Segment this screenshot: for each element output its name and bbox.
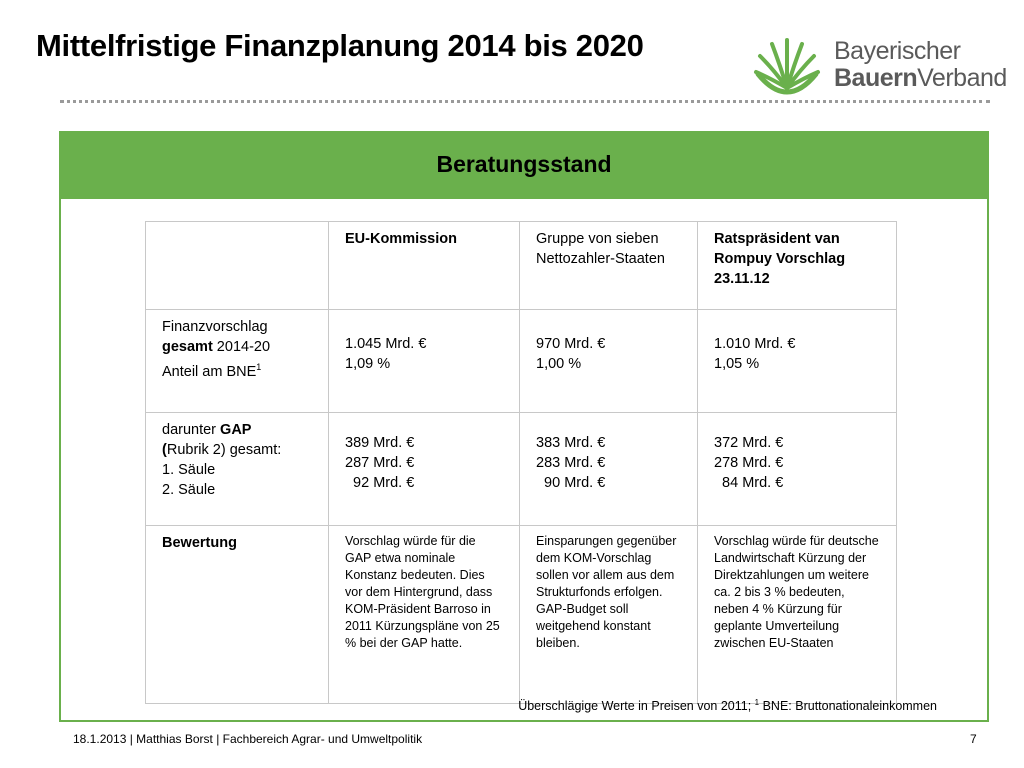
table-header-row bbox=[146, 222, 897, 310]
footnote-text: Überschlägige Werte in Preisen von 2011; bbox=[518, 699, 755, 714]
logo-line2 bbox=[834, 64, 1007, 93]
amount: 283 Mrd. € bbox=[536, 455, 606, 471]
amount: 92 Mrd. € bbox=[345, 475, 415, 491]
header-eu-commission: EU-Kommission bbox=[329, 222, 520, 310]
cell-eu-gap bbox=[329, 413, 520, 526]
row-label-gap bbox=[146, 413, 329, 526]
logo-bold: Bauern bbox=[834, 64, 918, 92]
footnote-marker: 1 bbox=[754, 698, 760, 707]
table-row bbox=[146, 526, 897, 704]
bbv-logo bbox=[752, 30, 1007, 102]
row-label-total bbox=[146, 310, 329, 413]
share: 1,05 % bbox=[714, 356, 760, 372]
wheat-sheaf-icon bbox=[752, 30, 822, 100]
cell-rompuy-evaluation: Vorschlag würde für deutsche Landwirtschaft Kürzung der Direktzahlungen um weitere ca. 2 bis 3 % bedeuten, neben 4 % Kürzung für geplante Umverteilung zwischen EU-Staaten bbox=[698, 526, 897, 704]
header-net-payers: Gruppe von sieben Nettozahler-Staaten bbox=[520, 222, 698, 310]
footnote bbox=[518, 698, 937, 713]
amount: 372 Mrd. € bbox=[714, 435, 784, 451]
amount: 1.045 Mrd. € bbox=[345, 336, 427, 352]
cell-group-total bbox=[520, 310, 698, 413]
cell-eu-evaluation: Vorschlag würde für die GAP etwa nominale Konstanz bedeuten. Dies vor dem Hintergrund, dass KOM-Präsident Barroso in 2011 Kürzungspläne von 25 % bei der GAP hatte. bbox=[329, 526, 520, 704]
page-number: 7 bbox=[970, 732, 977, 746]
row-label-evaluation: Bewertung bbox=[146, 526, 329, 704]
banner-title: Beratungsstand bbox=[436, 151, 612, 177]
amount: 287 Mrd. € bbox=[345, 455, 415, 471]
label-line: Anteil am BNE bbox=[162, 363, 257, 380]
logo-rest: Verband bbox=[917, 64, 1007, 92]
label-line: 2. Säule bbox=[162, 482, 216, 498]
label-line: Finanzvorschlag bbox=[162, 319, 268, 335]
share: 1,09 % bbox=[345, 356, 391, 372]
logo-line1: Bayerischer bbox=[834, 37, 961, 65]
header-van-rompuy: Ratspräsident van Rompuy Vorschlag 23.11.12 bbox=[698, 222, 897, 310]
amount: 278 Mrd. € bbox=[714, 455, 784, 471]
header-divider bbox=[60, 100, 990, 103]
label-bold: GAP bbox=[220, 422, 252, 438]
table-row bbox=[146, 413, 897, 526]
label-pre: darunter bbox=[162, 422, 221, 438]
cell-eu-total bbox=[329, 310, 520, 413]
footer-info: 18.1.2013 | Matthias Borst | Fachbereich Agrar- und Umweltpolitik bbox=[73, 732, 423, 746]
cell-group-evaluation: Einsparungen gegenüber dem KOM-Vorschlag sollen vor allem aus dem Strukturfonds erfolgen. GAP-Budget soll weitgehend konstant bleiben. bbox=[520, 526, 698, 704]
cell-rompuy-gap bbox=[698, 413, 897, 526]
footnote-text: BNE: Bruttonationaleinkommen bbox=[759, 699, 937, 714]
comparison-table bbox=[145, 221, 897, 704]
amount: 1.010 Mrd. € bbox=[714, 336, 796, 352]
label-rest: Rubrik 2) gesamt: bbox=[166, 442, 282, 458]
cell-rompuy-total bbox=[698, 310, 897, 413]
amount: 389 Mrd. € bbox=[345, 435, 415, 451]
label-bold: gesamt bbox=[162, 339, 213, 355]
amount: 84 Mrd. € bbox=[714, 475, 784, 491]
label-rest: 2014-20 bbox=[212, 339, 271, 355]
label-paren: ( bbox=[162, 442, 167, 458]
share: 1,00 % bbox=[536, 356, 582, 372]
header-cell-empty bbox=[146, 222, 329, 310]
amount: 970 Mrd. € bbox=[536, 336, 606, 352]
amount: 90 Mrd. € bbox=[536, 475, 606, 491]
banner bbox=[61, 133, 987, 199]
amount: 383 Mrd. € bbox=[536, 435, 606, 451]
table-row bbox=[146, 310, 897, 413]
cell-group-gap bbox=[520, 413, 698, 526]
label-line: 1. Säule bbox=[162, 462, 216, 478]
page-title: Mittelfristige Finanzplanung 2014 bis 2020 bbox=[36, 28, 644, 63]
footnote-marker: 1 bbox=[256, 362, 262, 372]
